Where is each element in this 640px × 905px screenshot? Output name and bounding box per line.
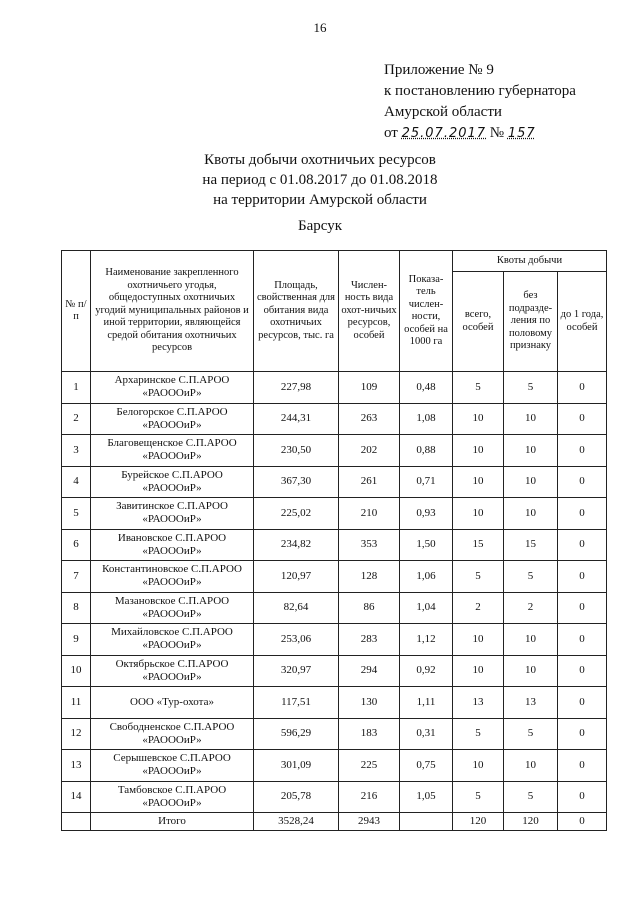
row-under-1: 0 xyxy=(558,781,607,813)
totals-area: 3528,24 xyxy=(254,813,339,831)
row-count: 128 xyxy=(339,561,400,593)
row-num: 12 xyxy=(62,718,91,750)
header-no-gender: без подразде-ления по половому признаку xyxy=(504,272,558,372)
totals-row xyxy=(62,813,607,831)
row-under-1: 0 xyxy=(558,592,607,624)
row-area: 82,64 xyxy=(254,592,339,624)
row-index: 1,12 xyxy=(400,624,453,656)
header-index: Показа-тель числен-ности, особей на 1000 га xyxy=(400,251,453,372)
table-row xyxy=(62,687,607,719)
row-index: 0,75 xyxy=(400,750,453,782)
header-area: Площадь, свойственная для обитания вида охотничьих ресурсов, тыс. га xyxy=(254,251,339,372)
row-total: 5 xyxy=(453,718,504,750)
row-total: 15 xyxy=(453,529,504,561)
row-under-1: 0 xyxy=(558,687,607,719)
row-num: 6 xyxy=(62,529,91,561)
row-no-gender: 15 xyxy=(504,529,558,561)
row-total: 10 xyxy=(453,435,504,467)
row-name: Тамбовское С.П.АРОО «РАОООиР» xyxy=(91,781,254,813)
row-area: 301,09 xyxy=(254,750,339,782)
row-count: 216 xyxy=(339,781,400,813)
row-under-1: 0 xyxy=(558,372,607,404)
row-total: 13 xyxy=(453,687,504,719)
page-number: 16 xyxy=(313,20,327,35)
row-no-gender: 5 xyxy=(504,718,558,750)
row-no-gender: 10 xyxy=(504,655,558,687)
row-no-gender: 13 xyxy=(504,687,558,719)
table-row xyxy=(62,592,607,624)
row-no-gender: 5 xyxy=(504,781,558,813)
header-under-1: до 1 года, особей xyxy=(558,272,607,372)
row-num: 11 xyxy=(62,687,91,719)
table-row xyxy=(62,498,607,530)
document-title xyxy=(0,150,640,210)
row-total: 10 xyxy=(453,655,504,687)
header-total: всего, особей xyxy=(453,272,504,372)
table-row xyxy=(62,435,607,467)
totals-count: 2943 xyxy=(339,813,400,831)
order-reference xyxy=(384,123,576,144)
title-line-3: на территории Амурской области xyxy=(213,192,427,208)
row-name: Октябрьское С.П.АРОО «РАОООиР» xyxy=(91,655,254,687)
row-total: 5 xyxy=(453,372,504,404)
table-row xyxy=(62,466,607,498)
row-no-gender: 10 xyxy=(504,498,558,530)
row-name: Благовещенское С.П.АРОО «РАОООиР» xyxy=(91,435,254,467)
header-quota-group: Квоты добычи xyxy=(453,251,607,272)
row-no-gender: 2 xyxy=(504,592,558,624)
row-under-1: 0 xyxy=(558,529,607,561)
row-area: 367,30 xyxy=(254,466,339,498)
header-num: № п/п xyxy=(62,251,91,372)
table-row xyxy=(62,624,607,656)
row-num: 9 xyxy=(62,624,91,656)
row-num: 10 xyxy=(62,655,91,687)
table-row xyxy=(62,718,607,750)
header-count: Числен-ность вида охот-ничьих ресурсов, особей xyxy=(339,251,400,372)
row-num: 8 xyxy=(62,592,91,624)
row-name: Бурейское С.П.АРОО «РАОООиР» xyxy=(91,466,254,498)
table-row xyxy=(62,655,607,687)
row-name: Константиновское С.П.АРОО «РАОООиР» xyxy=(91,561,254,593)
row-no-gender: 10 xyxy=(504,624,558,656)
row-index: 1,05 xyxy=(400,781,453,813)
row-index: 1,06 xyxy=(400,561,453,593)
row-no-gender: 10 xyxy=(504,750,558,782)
order-number-label: № xyxy=(489,125,505,141)
row-count: 183 xyxy=(339,718,400,750)
row-total: 10 xyxy=(453,498,504,530)
row-num: 13 xyxy=(62,750,91,782)
row-name: Михайловское С.П.АРОО «РАОООиР» xyxy=(91,624,254,656)
quota-table xyxy=(61,250,607,831)
header-name: Наименование закрепленного охотничьего угодья, общедоступных охотничьих угодий муниципальных районов и иной территории, являющейся средой обитания охотничьих ресурсов xyxy=(91,251,254,372)
row-index: 0,71 xyxy=(400,466,453,498)
row-under-1: 0 xyxy=(558,561,607,593)
row-name: Белогорское С.П.АРОО «РАОООиР» xyxy=(91,403,254,435)
row-count: 353 xyxy=(339,529,400,561)
row-area: 205,78 xyxy=(254,781,339,813)
row-total: 10 xyxy=(453,466,504,498)
row-name: Мазановское С.П.АРОО «РАОООиР» xyxy=(91,592,254,624)
row-index: 0,88 xyxy=(400,435,453,467)
row-no-gender: 5 xyxy=(504,372,558,404)
row-under-1: 0 xyxy=(558,403,607,435)
row-num: 3 xyxy=(62,435,91,467)
row-no-gender: 10 xyxy=(504,435,558,467)
table-row xyxy=(62,750,607,782)
table-row xyxy=(62,529,607,561)
row-count: 86 xyxy=(339,592,400,624)
row-index: 1,11 xyxy=(400,687,453,719)
row-under-1: 0 xyxy=(558,435,607,467)
table-row xyxy=(62,561,607,593)
row-index: 0,93 xyxy=(400,498,453,530)
species-name: Барсук xyxy=(297,218,343,234)
row-area: 120,97 xyxy=(254,561,339,593)
row-count: 202 xyxy=(339,435,400,467)
row-index: 1,50 xyxy=(400,529,453,561)
row-name: Серышевское С.П.АРОО «РАОООиР» xyxy=(91,750,254,782)
header-row-1 xyxy=(62,251,607,272)
row-index: 1,04 xyxy=(400,592,453,624)
table-row xyxy=(62,372,607,404)
row-area: 227,98 xyxy=(254,372,339,404)
row-total: 10 xyxy=(453,403,504,435)
totals-no-gender: 120 xyxy=(504,813,558,831)
row-index: 0,31 xyxy=(400,718,453,750)
row-under-1: 0 xyxy=(558,750,607,782)
row-under-1: 0 xyxy=(558,655,607,687)
row-under-1: 0 xyxy=(558,466,607,498)
row-name: ООО «Тур-охота» xyxy=(91,687,254,719)
order-number: 157 xyxy=(507,126,536,141)
title-line-2: на период с 01.08.2017 до 01.08.2018 xyxy=(202,172,438,188)
row-area: 225,02 xyxy=(254,498,339,530)
row-total: 2 xyxy=(453,592,504,624)
row-count: 283 xyxy=(339,624,400,656)
row-count: 130 xyxy=(339,687,400,719)
row-num: 1 xyxy=(62,372,91,404)
totals-index xyxy=(400,813,453,831)
row-index: 1,08 xyxy=(400,403,453,435)
row-count: 210 xyxy=(339,498,400,530)
row-area: 596,29 xyxy=(254,718,339,750)
row-num: 4 xyxy=(62,466,91,498)
row-area: 117,51 xyxy=(254,687,339,719)
totals-under-1: 0 xyxy=(558,813,607,831)
row-area: 234,82 xyxy=(254,529,339,561)
row-num: 2 xyxy=(62,403,91,435)
table-row xyxy=(62,403,607,435)
row-no-gender: 5 xyxy=(504,561,558,593)
row-under-1: 0 xyxy=(558,624,607,656)
row-area: 253,06 xyxy=(254,624,339,656)
row-index: 0,92 xyxy=(400,655,453,687)
appendix-line-3: Амурской области xyxy=(384,104,502,120)
row-index: 0,48 xyxy=(400,372,453,404)
row-area: 320,97 xyxy=(254,655,339,687)
row-total: 10 xyxy=(453,750,504,782)
title-line-1: Квоты добычи охотничьих ресурсов xyxy=(204,152,436,168)
totals-label: Итого xyxy=(91,813,254,831)
row-name: Ивановское С.П.АРОО «РАОООиР» xyxy=(91,529,254,561)
row-num: 5 xyxy=(62,498,91,530)
row-no-gender: 10 xyxy=(504,403,558,435)
row-area: 230,50 xyxy=(254,435,339,467)
appendix-block xyxy=(384,60,576,144)
row-num: 14 xyxy=(62,781,91,813)
order-date: 25.07.2017 xyxy=(401,126,487,141)
row-count: 261 xyxy=(339,466,400,498)
row-total: 5 xyxy=(453,781,504,813)
row-name: Завитинское С.П.АРОО «РАОООиР» xyxy=(91,498,254,530)
row-count: 225 xyxy=(339,750,400,782)
row-name: Архаринское С.П.АРОО «РАОООиР» xyxy=(91,372,254,404)
row-name: Свободненское С.П.АРОО «РАОООиР» xyxy=(91,718,254,750)
row-total: 5 xyxy=(453,561,504,593)
row-no-gender: 10 xyxy=(504,466,558,498)
row-under-1: 0 xyxy=(558,718,607,750)
appendix-line-1: Приложение № 9 xyxy=(384,62,494,78)
table-row xyxy=(62,781,607,813)
appendix-line-2: к постановлению губернатора xyxy=(384,83,576,99)
row-count: 294 xyxy=(339,655,400,687)
totals-total: 120 xyxy=(453,813,504,831)
order-prefix: от xyxy=(384,125,398,141)
totals-num xyxy=(62,813,91,831)
row-count: 109 xyxy=(339,372,400,404)
row-area: 244,31 xyxy=(254,403,339,435)
row-count: 263 xyxy=(339,403,400,435)
row-under-1: 0 xyxy=(558,498,607,530)
row-num: 7 xyxy=(62,561,91,593)
row-total: 10 xyxy=(453,624,504,656)
